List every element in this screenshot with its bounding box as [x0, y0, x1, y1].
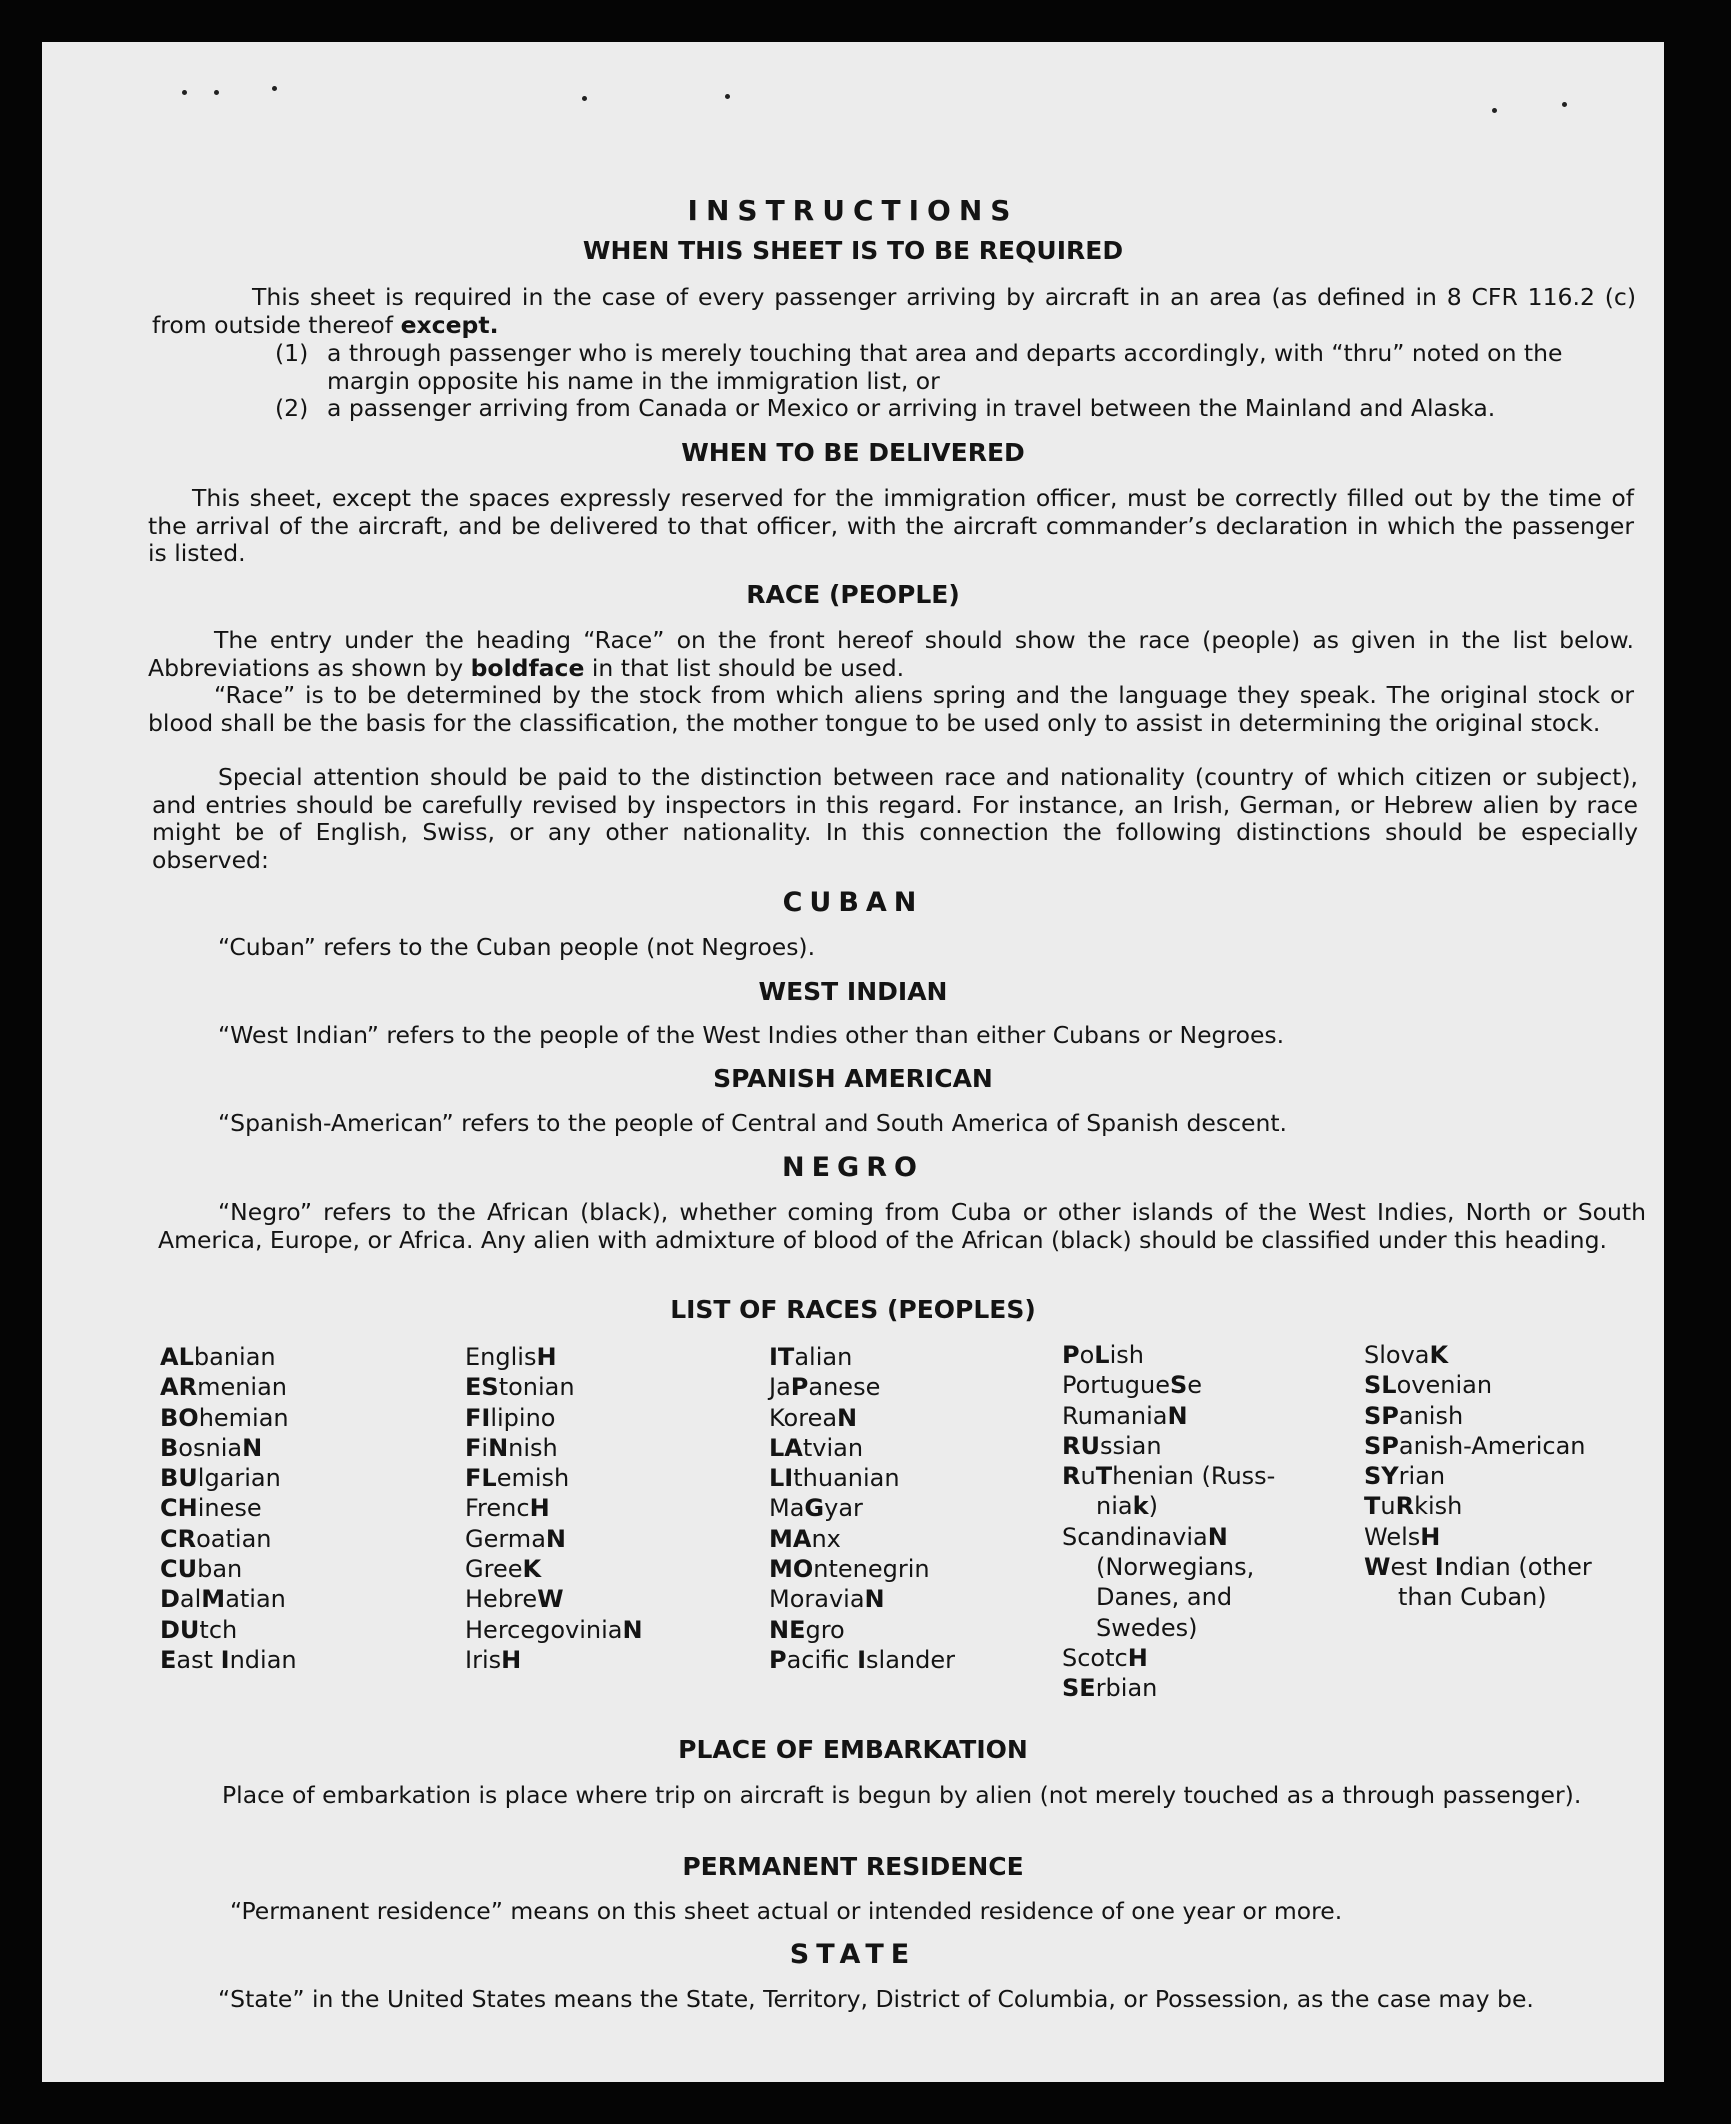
race-entry [160, 1463, 297, 1493]
spanish-american-text: “Spanish-American” refers to the people of Central and South America of Spanish descent. [218, 1109, 1288, 1137]
race-abbrev: N [1207, 1522, 1228, 1551]
race-abbrev: H [536, 1343, 557, 1371]
race-abbrev: AR [160, 1373, 198, 1402]
race-entry [160, 1433, 297, 1463]
race-text: rbian [1095, 1674, 1158, 1703]
race-entry [1364, 1522, 1592, 1552]
race-entry [769, 1645, 955, 1675]
race-paragraph-2: “Race” is to be determined by the stock from which aliens spring and the language they speak. The original stock or blood shall be the basis for the classification, the mother tongue to be used only to assist in determining the original stock. [148, 681, 1634, 737]
race-abbrev: MO [769, 1555, 814, 1584]
race-entry [465, 1372, 643, 1402]
race-abbrev: SY [1364, 1462, 1399, 1491]
race-text: Gree [465, 1555, 523, 1584]
race-abbrev: CH [160, 1494, 198, 1523]
race-text: tch [199, 1615, 238, 1644]
race-abbrev: P [769, 1645, 787, 1674]
document-sheet [42, 42, 1664, 2082]
race-paragraph-3: Special attention should be paid to the distinction between race and nationality (country of which citizen or subject), and entries should be carefully revised by inspectors in this regard. For instance, an Irish, German, or Hebrew alien by race might be of English, Swiss, or any other nationality. In this connection the following distinctions should be especially observed: [152, 763, 1638, 874]
race-entry [160, 1584, 297, 1614]
race-entry [160, 1493, 297, 1523]
race-text: ban [197, 1555, 243, 1584]
race-entry [465, 1615, 643, 1645]
race-entry [769, 1554, 955, 1584]
race-entry [160, 1524, 297, 1554]
race-entry [465, 1554, 643, 1584]
races-column-2 [465, 1342, 643, 1675]
race-entry [465, 1463, 643, 1493]
race-abbrev: D [160, 1585, 180, 1614]
race-text: est [1390, 1553, 1435, 1582]
races-column-3 [769, 1342, 955, 1675]
race-entry [1062, 1643, 1275, 1673]
cuban-text: “Cuban” refers to the Cuban people (not Negroes). [218, 933, 816, 961]
race-text: anish [1398, 1401, 1464, 1430]
race-abbrev: SL [1364, 1371, 1397, 1400]
race-text: ndian [229, 1645, 297, 1674]
race-text: menian [197, 1373, 288, 1402]
race-abbrev: L [1094, 1341, 1110, 1369]
race-abbrev: N [1167, 1401, 1188, 1430]
race-abbrev: SP [1364, 1401, 1399, 1430]
race-text: o [1079, 1341, 1095, 1369]
race-entry [1062, 1401, 1275, 1431]
embarkation-text: Place of embarkation is place where trip on aircraft is begun by alien (not merely touched as a through passenger). [222, 1781, 1582, 1809]
race-entry [769, 1342, 955, 1372]
race-entry [465, 1645, 643, 1675]
race-abbrev: N [488, 1433, 509, 1462]
race-entry [769, 1584, 955, 1614]
race-text: Ma [769, 1494, 805, 1523]
race-abbrev: RU [1062, 1431, 1100, 1460]
race-abbrev: I [1434, 1553, 1444, 1582]
race-abbrev: BO [160, 1403, 199, 1432]
exception-num: (1) [275, 339, 309, 367]
race-abbrev: P [1062, 1341, 1080, 1369]
exception-text: a passenger arriving from Canada or Mexico or arriving in travel between the Mainland and Alaska. [327, 394, 1496, 422]
race-abbrev: T [1364, 1492, 1381, 1521]
intro-text: This sheet is required in the case of every passenger arriving by aircraft in an area (as defined in 8 CFR 116.2 (c) from outside thereof [152, 283, 1636, 339]
race-entry [465, 1584, 643, 1614]
race-entry [769, 1493, 955, 1523]
race-text: anish-American [1398, 1431, 1586, 1460]
race-entry [1364, 1552, 1592, 1582]
race-abbrev: N [864, 1585, 885, 1614]
race-text: nia [1096, 1492, 1133, 1521]
race-text: Swedes) [1096, 1613, 1198, 1642]
race-abbrev: SE [1062, 1674, 1096, 1703]
when-delivered-text: This sheet, except the spaces expressly reserved for the immigration officer, must be correctly filled out by the time of the arrival of the aircraft, and be delivered to that officer, with the aircraft commander’s declaration in which the passenger is listed. [148, 484, 1634, 567]
when-delivered-heading: WHEN TO BE DELIVERED [681, 438, 1025, 467]
race-entry [769, 1524, 955, 1554]
race-entry [160, 1645, 297, 1675]
race-entry [160, 1554, 297, 1584]
race-abbrev: S [1170, 1371, 1188, 1400]
race-abbrev: P [790, 1373, 809, 1402]
race-entry-continued [1062, 1613, 1275, 1643]
race-entry [465, 1433, 643, 1463]
exception-item-1 [275, 340, 1635, 395]
race-text: e [1187, 1371, 1203, 1400]
race-text: kish [1414, 1492, 1463, 1521]
race-entry [1364, 1461, 1592, 1491]
races-column-4 [1062, 1340, 1275, 1704]
state-text: “State” in the United States means the State, Territory, District of Columbia, or Possession, as the case may be. [218, 1985, 1534, 2013]
race-abbrev: N [545, 1524, 566, 1553]
intro-bold: except. [400, 310, 499, 339]
race-abbrev: R [1395, 1492, 1415, 1521]
race-text: Ja [769, 1373, 791, 1402]
race-abbrev: k [1132, 1492, 1149, 1521]
race-entry [465, 1342, 643, 1372]
race-text: Germa [465, 1524, 546, 1553]
race-text: gro [805, 1615, 845, 1644]
race-abbrev: H [1127, 1643, 1148, 1672]
race-text: Korea [769, 1403, 838, 1432]
exception-item-2 [275, 395, 1635, 423]
race-abbrev: W [1364, 1553, 1391, 1582]
race-abbrev: H [529, 1494, 550, 1523]
race-paragraph-1 [148, 627, 1634, 682]
race-p1-after: in that list should be used. [591, 653, 905, 682]
race-text: banian [193, 1343, 276, 1371]
race-abbrev: BU [160, 1464, 198, 1493]
race-entry [769, 1403, 955, 1433]
race-abbrev: M [201, 1585, 226, 1614]
race-entry [1062, 1431, 1275, 1461]
race-text: hemian [198, 1403, 289, 1432]
race-entry [1062, 1461, 1275, 1491]
race-abbrev: H [501, 1645, 522, 1674]
race-text: nish [508, 1433, 558, 1462]
race-abbrev: K [522, 1555, 542, 1584]
race-entry-continued [1062, 1552, 1275, 1582]
race-entry-continued [1062, 1491, 1275, 1521]
race-p1-text: The entry under the heading “Race” on the front hereof should show the race (people) as given in the list below. Abbreviations as shown by [148, 626, 1634, 682]
race-text: atian [225, 1585, 286, 1614]
race-abbrev: FL [465, 1464, 497, 1493]
race-text: Portugue [1062, 1371, 1170, 1400]
race-text: Englis [465, 1343, 537, 1371]
race-entry [1062, 1522, 1275, 1552]
race-text: ast [176, 1645, 221, 1674]
race-abbrev: SP [1364, 1431, 1399, 1460]
race-heading: RACE (PEOPLE) [746, 580, 960, 609]
race-entry [160, 1615, 297, 1645]
permanent-residence-heading: PERMANENT RESIDENCE [682, 1852, 1024, 1881]
race-abbrev: AL [160, 1343, 194, 1371]
race-abbrev: DU [160, 1615, 200, 1644]
west-indian-heading: WEST INDIAN [758, 977, 948, 1006]
races-column-5 [1364, 1340, 1592, 1613]
race-abbrev: B [160, 1433, 179, 1462]
negro-text: “Negro” refers to the African (black), whether coming from Cuba or other islands of the West Indies, North or South America, Europe, or Africa. Any alien with admixture of blood of the African (black) should be classified under this heading. [158, 1198, 1646, 1254]
exception-num: (2) [275, 394, 309, 422]
race-entry-continued [1364, 1582, 1592, 1612]
race-text: ssian [1099, 1431, 1162, 1460]
list-of-races-heading: LIST OF RACES (PEOPLES) [670, 1295, 1036, 1324]
race-abbrev: T [1095, 1462, 1113, 1491]
exception-text: a through passenger who is merely touching that area and departs accordingly, with “thru” noted on the margin opposite his name in the immigration list, or [327, 339, 1563, 395]
race-text: Rumania [1062, 1401, 1168, 1430]
race-abbrev: I [220, 1645, 230, 1674]
race-text: Wels [1364, 1522, 1421, 1551]
race-text: Scandinavia [1062, 1522, 1208, 1551]
race-text: u [1380, 1492, 1396, 1521]
embarkation-heading: PLACE OF EMBARKATION [678, 1735, 1028, 1764]
when-required-intro [152, 284, 1636, 339]
permanent-residence-text: “Permanent residence” means on this sheet actual or intended residence of one year or more. [230, 1897, 1343, 1925]
race-text: inese [197, 1494, 262, 1523]
instructions-title: INSTRUCTIONS [687, 194, 1019, 227]
race-text: ish [1109, 1341, 1144, 1369]
race-text: lipino [490, 1403, 556, 1432]
race-entry [1364, 1370, 1592, 1400]
race-text: Iris [465, 1645, 502, 1674]
race-text: Danes, and [1096, 1583, 1233, 1612]
instructions-content [42, 42, 1664, 2082]
race-entry [1364, 1340, 1592, 1370]
race-abbrev: N [837, 1403, 858, 1432]
race-abbrev: LI [769, 1464, 794, 1493]
race-entry [769, 1372, 955, 1402]
race-abbrev: H [1420, 1522, 1441, 1551]
race-abbrev: CR [160, 1524, 197, 1553]
race-abbrev: LA [769, 1433, 803, 1462]
race-text: yar [824, 1494, 863, 1523]
race-entry [160, 1372, 297, 1402]
race-entry [465, 1524, 643, 1554]
race-text: lgarian [197, 1464, 281, 1493]
race-entry [160, 1403, 297, 1433]
race-text: slander [866, 1645, 956, 1674]
race-abbrev: K [1429, 1341, 1449, 1369]
race-abbrev: FI [465, 1403, 491, 1432]
race-text: osnia [178, 1433, 243, 1462]
race-text: acific [786, 1645, 858, 1674]
race-text: ndian (other [1443, 1553, 1592, 1582]
race-text: i [481, 1433, 489, 1462]
race-text: Moravia [769, 1585, 865, 1614]
race-text: tonian [498, 1373, 575, 1402]
race-abbrev: E [160, 1645, 177, 1674]
state-heading: STATE [789, 1939, 917, 1970]
race-text: tvian [802, 1433, 864, 1462]
race-abbrev: MA [769, 1524, 812, 1553]
race-text: ovenian [1396, 1371, 1493, 1400]
cuban-heading: CUBAN [782, 887, 924, 918]
race-entry [465, 1403, 643, 1433]
race-text: ) [1148, 1492, 1158, 1521]
negro-heading: NEGRO [782, 1152, 924, 1183]
race-abbrev: F [465, 1433, 482, 1462]
race-entry [1062, 1340, 1275, 1370]
race-text: alian [794, 1343, 853, 1371]
race-text: Scotc [1062, 1643, 1128, 1672]
race-entry [160, 1342, 297, 1372]
race-abbrev: I [857, 1645, 867, 1674]
race-text: ntenegrin [813, 1555, 930, 1584]
spanish-american-heading: SPANISH AMERICAN [713, 1064, 993, 1093]
race-entry [1364, 1431, 1592, 1461]
race-abbrev: R [1062, 1462, 1081, 1491]
race-text: thuanian [793, 1464, 900, 1493]
race-entry [769, 1463, 955, 1493]
race-abbrev: N [242, 1433, 263, 1462]
race-p1-bold: boldface [470, 653, 585, 682]
race-entry-continued [1062, 1582, 1275, 1612]
race-abbrev: N [622, 1615, 643, 1644]
race-text: nx [811, 1524, 841, 1553]
race-abbrev: W [537, 1585, 564, 1614]
race-text: henian (Russ- [1112, 1462, 1276, 1491]
race-text: (Norwegians, [1096, 1553, 1255, 1582]
race-text: anese [808, 1373, 881, 1402]
race-text: Hercegovinia [465, 1615, 623, 1644]
race-abbrev: CU [160, 1555, 198, 1584]
race-abbrev: G [804, 1494, 825, 1523]
race-abbrev: ES [465, 1373, 499, 1402]
race-text: al [179, 1585, 202, 1614]
race-text: Slova [1364, 1341, 1430, 1369]
race-text: rian [1398, 1462, 1446, 1491]
when-required-heading: WHEN THIS SHEET IS TO BE REQUIRED [582, 236, 1124, 265]
race-text: than Cuban) [1398, 1583, 1547, 1612]
race-text: emish [496, 1464, 570, 1493]
west-indian-text: “West Indian” refers to the people of the West Indies other than either Cubans or Negroes. [218, 1021, 1285, 1049]
race-abbrev: IT [769, 1343, 795, 1371]
races-column-1 [160, 1342, 297, 1675]
race-entry [1062, 1370, 1275, 1400]
race-entry [1364, 1491, 1592, 1521]
race-entry [1364, 1401, 1592, 1431]
race-text: u [1080, 1462, 1096, 1491]
race-entry [1062, 1673, 1275, 1703]
race-text: Hebre [465, 1585, 538, 1614]
race-entry [465, 1493, 643, 1523]
race-entry [769, 1433, 955, 1463]
race-text: Frenc [465, 1494, 530, 1523]
race-abbrev: NE [769, 1615, 806, 1644]
race-entry [769, 1615, 955, 1645]
race-text: oatian [196, 1524, 272, 1553]
